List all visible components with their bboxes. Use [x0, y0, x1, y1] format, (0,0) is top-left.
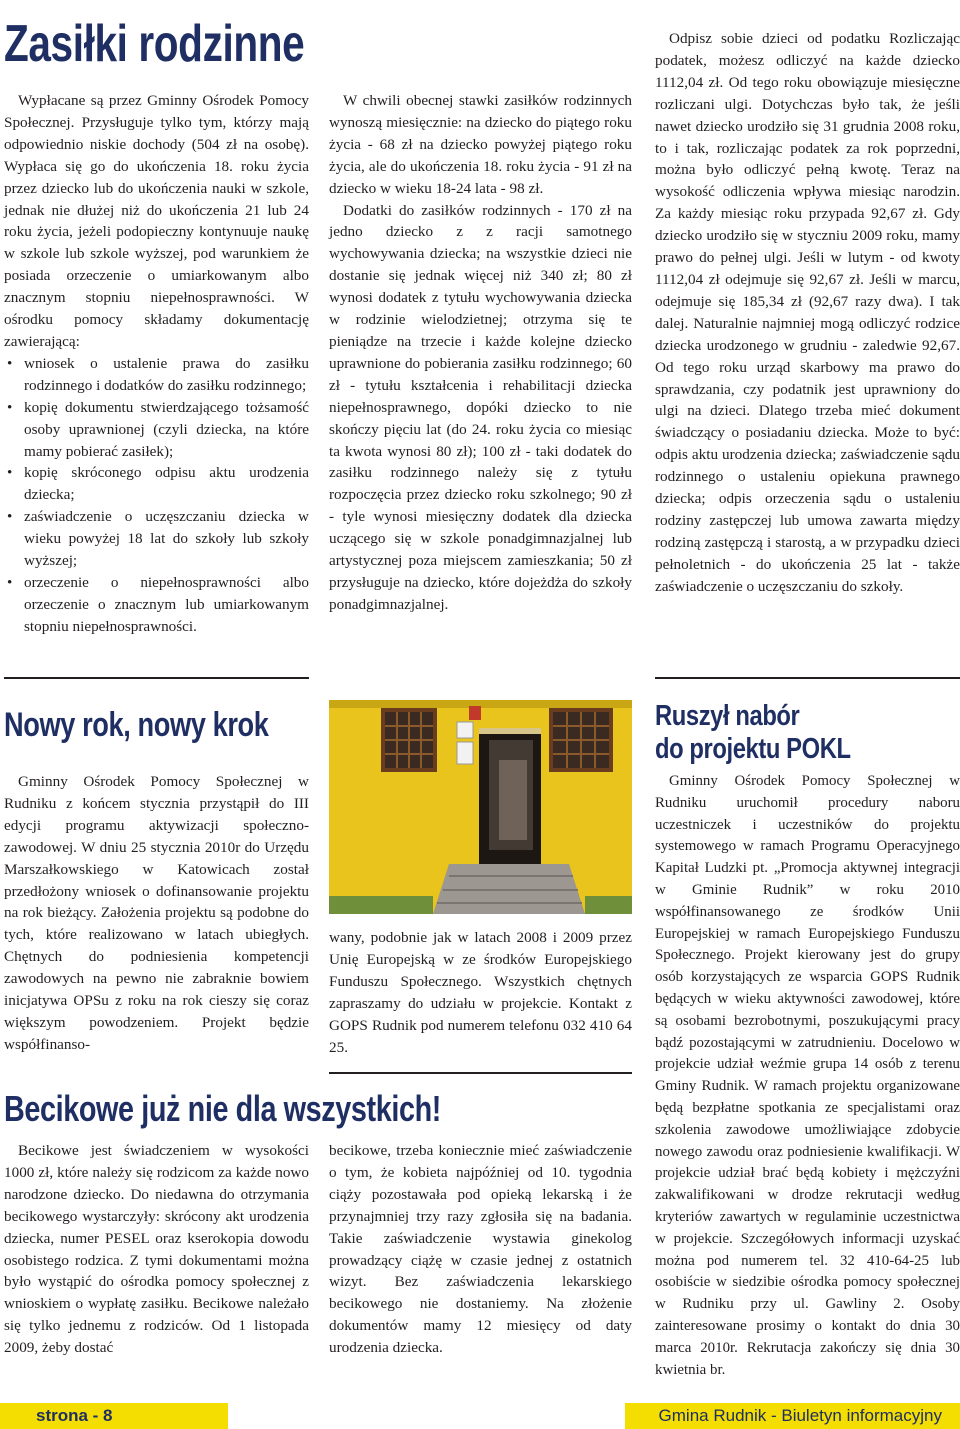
section-divider — [4, 677, 309, 679]
zasilki-rates: W chwili obecnej stawki zasiłków rodzinnych wynoszą miesięcznie: na dziecko do piątego roku życia - 68 zł na dziecko powyżej piątego roku życia, ale do ukończenia 18. roku życia - 91 zł na dziecko w wieku 18-24 lata - 98 zł. — [329, 92, 632, 197]
list-item: • wniosek o ustalenie prawa do zasiłku rodzinnego i dodatków do zasiłku rodzinnego; — [4, 353, 309, 397]
becikowe-column-2 — [329, 1140, 632, 1359]
zasilki-intro: Wypłacane są przez Gminny Ośrodek Pomocy Społecznej. Przysługuje tylko tym, którzy mają odpowiednio niskie dochody (504 zł na osobę). Wypłaca się go do ukończenia 18. roku życia przez dziecko lub do ukończenia nauki w szkole, jednak nie dłużej niż do ukończenia 21 lub 24 roku życia, jeżeli podopieczny kontynuuje naukę w szkole lub szkole wyższej, pod warunkiem że posiada orzeczenie o umiarkowanym albo znacznym stopniu niepełnosprawności. W ośrodku pomocy składamy dokumentację zawierającą: — [4, 92, 309, 350]
nowy-rok-text-continued: wany, podobnie jak w latach 2008 i 2009 przez Unię Europejską w ze środków Europejskiego Funduszu Społecznego. Wszystkich chętnych zapraszamy do udziału w projekcie. Kontakt z GOPS Rudnik pod numerem telefonu 032 410 64 25. — [329, 929, 632, 1056]
page-number: strona - 8 — [36, 1406, 113, 1425]
footer-band-left — [0, 1403, 228, 1429]
building-entrance-image — [329, 700, 632, 914]
article-title-pokl-line-2: do projektu POKL — [655, 733, 851, 765]
list-item: • zaświadczenie o uczęszczaniu dziecka w wieku powyżej 18 lat do szkoły lub szkoły wyższej; — [4, 506, 309, 572]
article-title-becikowe: Becikowe już nie dla wszystkich! — [4, 1088, 441, 1129]
nowy-rok-text: Gminny Ośrodek Pomocy Społecznej w Rudniku z końcem stycznia przystąpił do III edycji programu aktywizacji społeczno-zawodowej. W dniu 25 stycznia 2010r do Urzędu Marszałkowskiego w Katowicach został przedłożony wniosek o dofinansowanie projektu na rok bieżący. Założenia projektu są podobne do tych, które realizowano w latach ubiegłych. Chętnych do podniesienia kompetencji zawodowych na pewno nie zabraknie bowiem inicjatywa OPSu z roku na rok cieszy się coraz większym powodzeniem. Projekt będzie współfinanso- — [4, 773, 309, 1053]
document-list — [4, 353, 309, 638]
article-title-pokl: Ruszył nabór — [655, 700, 800, 732]
list-item: • kopię skróconego odpisu aktu urodzenia dziecka; — [4, 462, 309, 506]
list-item: • orzeczenie o niepełnosprawności albo orzeczenie o znacznym lub umiarkowanym stopniu niepełnosprawności. — [4, 572, 309, 638]
zasilki-supplements: Dodatki do zasiłków rodzinnych - 170 zł na jedno dziecko z z racji samotnego wychowywania dziecka; na wszystkie dzieci nie dostanie się jednak więcej niż 340 zł; 80 zł wynosi dodatek z tytułu wychowywania dziecka w rodzinie wielodzietnej; otrzyma się te pieniądze na trzecie i każde kolejne dziecko uprawnione do pobierania zasiłku rodzinnego; 60 zł - tytułu kształcenia i rehabilitacji dziecka niepełnosprawnego, dopóki dziecko to nie skończy pięciu lat (do 24. roku życia co miesiąc ta kwota wynosi 80 zł); 100 zł - taki dodatek do zasiłku rodzinnego należy się z tytułu rozpoczęcia przez dziecko roku szkolnego; 90 zł - tyle wynosi miesięczny dodatek dla dziecka uczącego się w szkole ponadgimnazjalnej lub artystycznej poza miejscem zamieszkania; 50 zł przysługuje na dziecko, które dojeżdża do szkoły ponadgimnazjalnej. — [329, 201, 632, 613]
section-divider — [329, 1072, 632, 1074]
becikowe-text-continued: becikowe, trzeba koniecznie mieć zaświadczenie o tym, że kobieta najpóźniej od 10. tygodnia ciąży pozostawała pod opieką lekarską i że przynajmniej trzy razy zgłosiła się na badania. Takie zaświadczenie wystawia ginekolog prowadzący ciążę w czasie jednej z ostatnich wizyt. Bez zaświadczenia lekarskiego becikowego nie dostaniemy. Na złożenie dokumentów mamy 12 miesięcy od daty urodzenia dziecka. — [329, 1142, 632, 1357]
pokl-column — [655, 771, 960, 1381]
zasilki-column-2 — [329, 90, 632, 616]
building-entrance-photo — [329, 700, 632, 914]
pokl-text: Gminny Ośrodek Pomocy Społecznej w Rudniku uruchomił procedury naboru uczestniczek i uczestników do projektu systemowego w ramach Programu Operacyjnego Kapitał Ludzki pt. „Promocja aktywnej integracji w Gminie Rudnik” w roku 2010 współfinansowanego ze środków Unii Europejskiej w ramach Europejskiego Funduszu Społecznego. Projekt kierowany jest do grupy osób korzystających ze wsparcia GOPS Rudnik będących w wieku aktywności zawodowej, które są osobami bezrobotnymi, poszukującymi pracy bądź pozostającymi w zatrudnieniu. Docelowo w projekcie udział weźmie grupa 14 osób z terenu Gminy Rudnik. W ramach projektu organizowane będą bezpłatne spotkania ze specjalistami oraz szkolenia zawodowe umożliwiające zdobycie nowego zawodu oraz podniesienie kwalifikacji. W projekcie udział brać będą kobiety i mężczyźni zakwalifikowani w drodze rekrutacji według kryteriów zawartych w regulaminie uczestnictwa w projekcie. Szczegółowych informacji uzyskać można pod numerem tel. 32 410-64-25 lub osobiście w siedzibie ośrodka pomocy społecznej w Rudniku przy ul. Gawliny 2. Osoby zainteresowane prosimy o kontakt do dnia 30 marca 2010r. Rekrutacja zakończy się dnia 30 kwietnia br. — [655, 773, 960, 1378]
tax-relief-text: Odpisz sobie dzieci od podatku Rozliczając podatek, możesz odliczyć na każde dziecko 1112,04 zł. Od tego roku obowiązuje miesięczne rozliczani ulgi. Dotychczas było tak, że jeśli nawet dziecko urodziło się 31 grudnia 2008 roku, to i tak, rozliczając podatek za rok poprzedni, można było odliczyć pełną kwotę. Teraz na wysokość odliczenia wpływa miesiąc narodzin. Za każdy miesiąc roku przypada 92,67 zł. Gdy dziecko urodziło się w styczniu 2009 roku, mamy prawo do pełnej ulgi. Jeśli w lutym - od kwoty 1112,04 zł odejmuje się 92,67 zł. Jeśli w marcu, odejmuje się 185,34 zł (92,67 razy dwa). I tak dalej. Naturalnie najmniej mogą odliczyć rodzice dziecka urodzonego w grudniu - zaledwie 92,67. Od tego roku urząd skarbowy ma prawo do sprawdzania, czy podatnik jest uprawniony do ulgi na dzieci. Dlatego trzeba mieć dokument świadczący o posiadaniu dziecka. Może to być: odpis aktu urodzenia dziecka; zaświadczenie sądu rodzinnego o ustaleniu opiekuna prawnego dziecka; odpis orzeczenia sądu o ustaleniu rodziny zastępczej lub umowa zawarta między rodziną zastępczą i starostą, a w przypadku dzieci pełnoletnich - do ukończenia 25 lat - także zaświadczenie o uczęszczaniu do szkoły. — [655, 30, 960, 595]
article-title-zasilki: Zasiłki rodzinne — [4, 15, 305, 73]
becikowe-column-1 — [4, 1140, 309, 1359]
zasilki-column-3 — [655, 28, 960, 598]
list-item: • kopię dokumentu stwierdzającego tożsamość osoby uprawnionej (czyli dziecka, na które mamy pobierać zasiłek); — [4, 397, 309, 463]
nowy-rok-column-1 — [4, 771, 309, 1056]
publication-title: Gmina Rudnik - Biuletyn informacyjny — [658, 1406, 942, 1425]
article-title-nowy-rok: Nowy rok, nowy krok — [4, 706, 269, 744]
becikowe-text: Becikowe jest świadczeniem w wysokości 1000 zł, które należy się rodzicom za każde nowo narodzone dziecko. Do niedawna do otrzymania becikowego wystarczyły: skrócony akt urodzenia dziecka, numer PESEL oraz kserokopia dowodu osobistego rodzica. Z tymi dokumentami można było wystąpić do ośrodka pomocy społecznej z wnioskiem o wypłatę zasiłku. Becikowe należało się tylko jednemu z rodziców. Od 1 listopada 2009, żeby dostać — [4, 1142, 309, 1357]
section-divider — [655, 677, 960, 679]
zasilki-column-1 — [4, 90, 309, 638]
footer-band-right — [625, 1403, 960, 1429]
nowy-rok-column-2 — [329, 927, 632, 1058]
